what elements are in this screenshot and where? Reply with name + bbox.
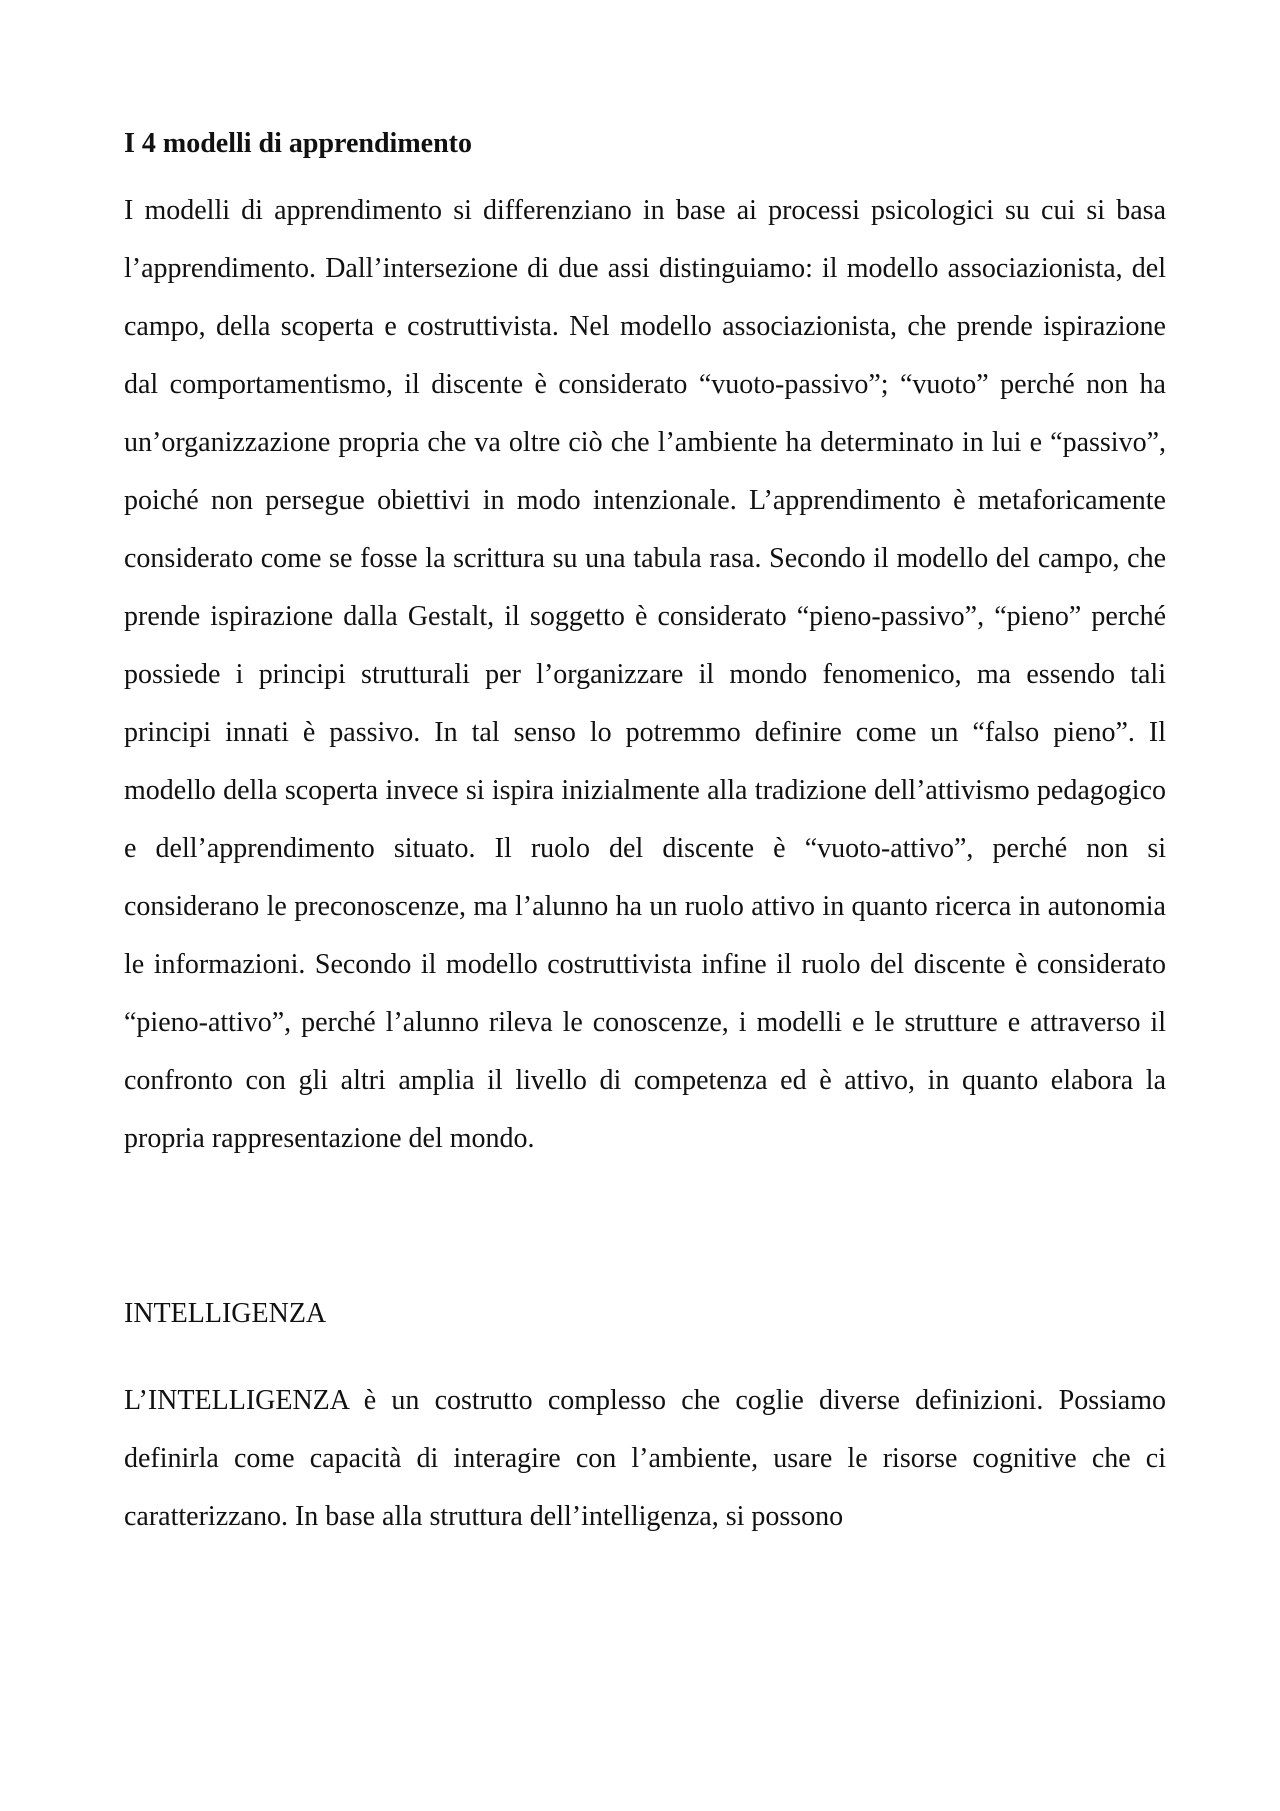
paragraph-learning-models: I modelli di apprendimento si differenziano in base ai processi psicologici su cui si basa l’apprendimento. Dall’intersezione di due assi distinguiamo: il modello associazionista, del campo, della scoperta e costruttivista. Nel modello associazionista, che prende ispirazione dal comportamentismo, il discente è considerato “vuoto-passivo”; “vuoto” perché non ha un’organizzazione propria che va oltre ciò che l’ambiente ha determinato in lui e “passivo”, poiché non persegue obiettivi in modo intenzionale. L’apprendimento è metaforicamente considerato come se fosse la scrittura su una tabula rasa. Secondo il modello del campo, che prende ispirazione dalla Gestalt, il soggetto è considerato “pieno-passivo”, “pieno” perché possiede i principi strutturali per l’organizzare il mondo fenomenico, ma essendo tali principi innati è passivo. In tal senso lo potremmo definire come un “falso pieno”. Il modello della scoperta invece si ispira inizialmente alla tradizione dell’attivismo pedagogico e dell’apprendimento situato. Il ruolo del discente è “vuoto-attivo”, perché non si considerano le preconoscenze, ma l’alunno ha un ruolo attivo in quanto ricerca in autonomia le informazioni. Secondo il modello costruttivista infine il ruolo del discente è considerato “pieno-attivo”, perché l’alunno rileva le conoscenze, i modelli e le strutture e attraverso il confronto con gli altri amplia il livello di competenza ed è attivo, in quanto elabora la propria rappresentazione del mondo. — [124, 195, 1166, 1154]
paragraph-intelligence: L’INTELLIGENZA è un costrutto complesso che coglie diverse definizioni. Possiamo definirla come capacità di interagire con l’ambiente, usare le risorse cognitive che ci caratterizzano. In base alla struttura dell’intelligenza, si possono — [124, 1385, 1166, 1532]
section-title-learning-models: I 4 modelli di apprendimento — [124, 128, 472, 159]
page-content — [124, 126, 1166, 1546]
section-title-intelligence: INTELLIGENZA — [124, 1298, 327, 1329]
